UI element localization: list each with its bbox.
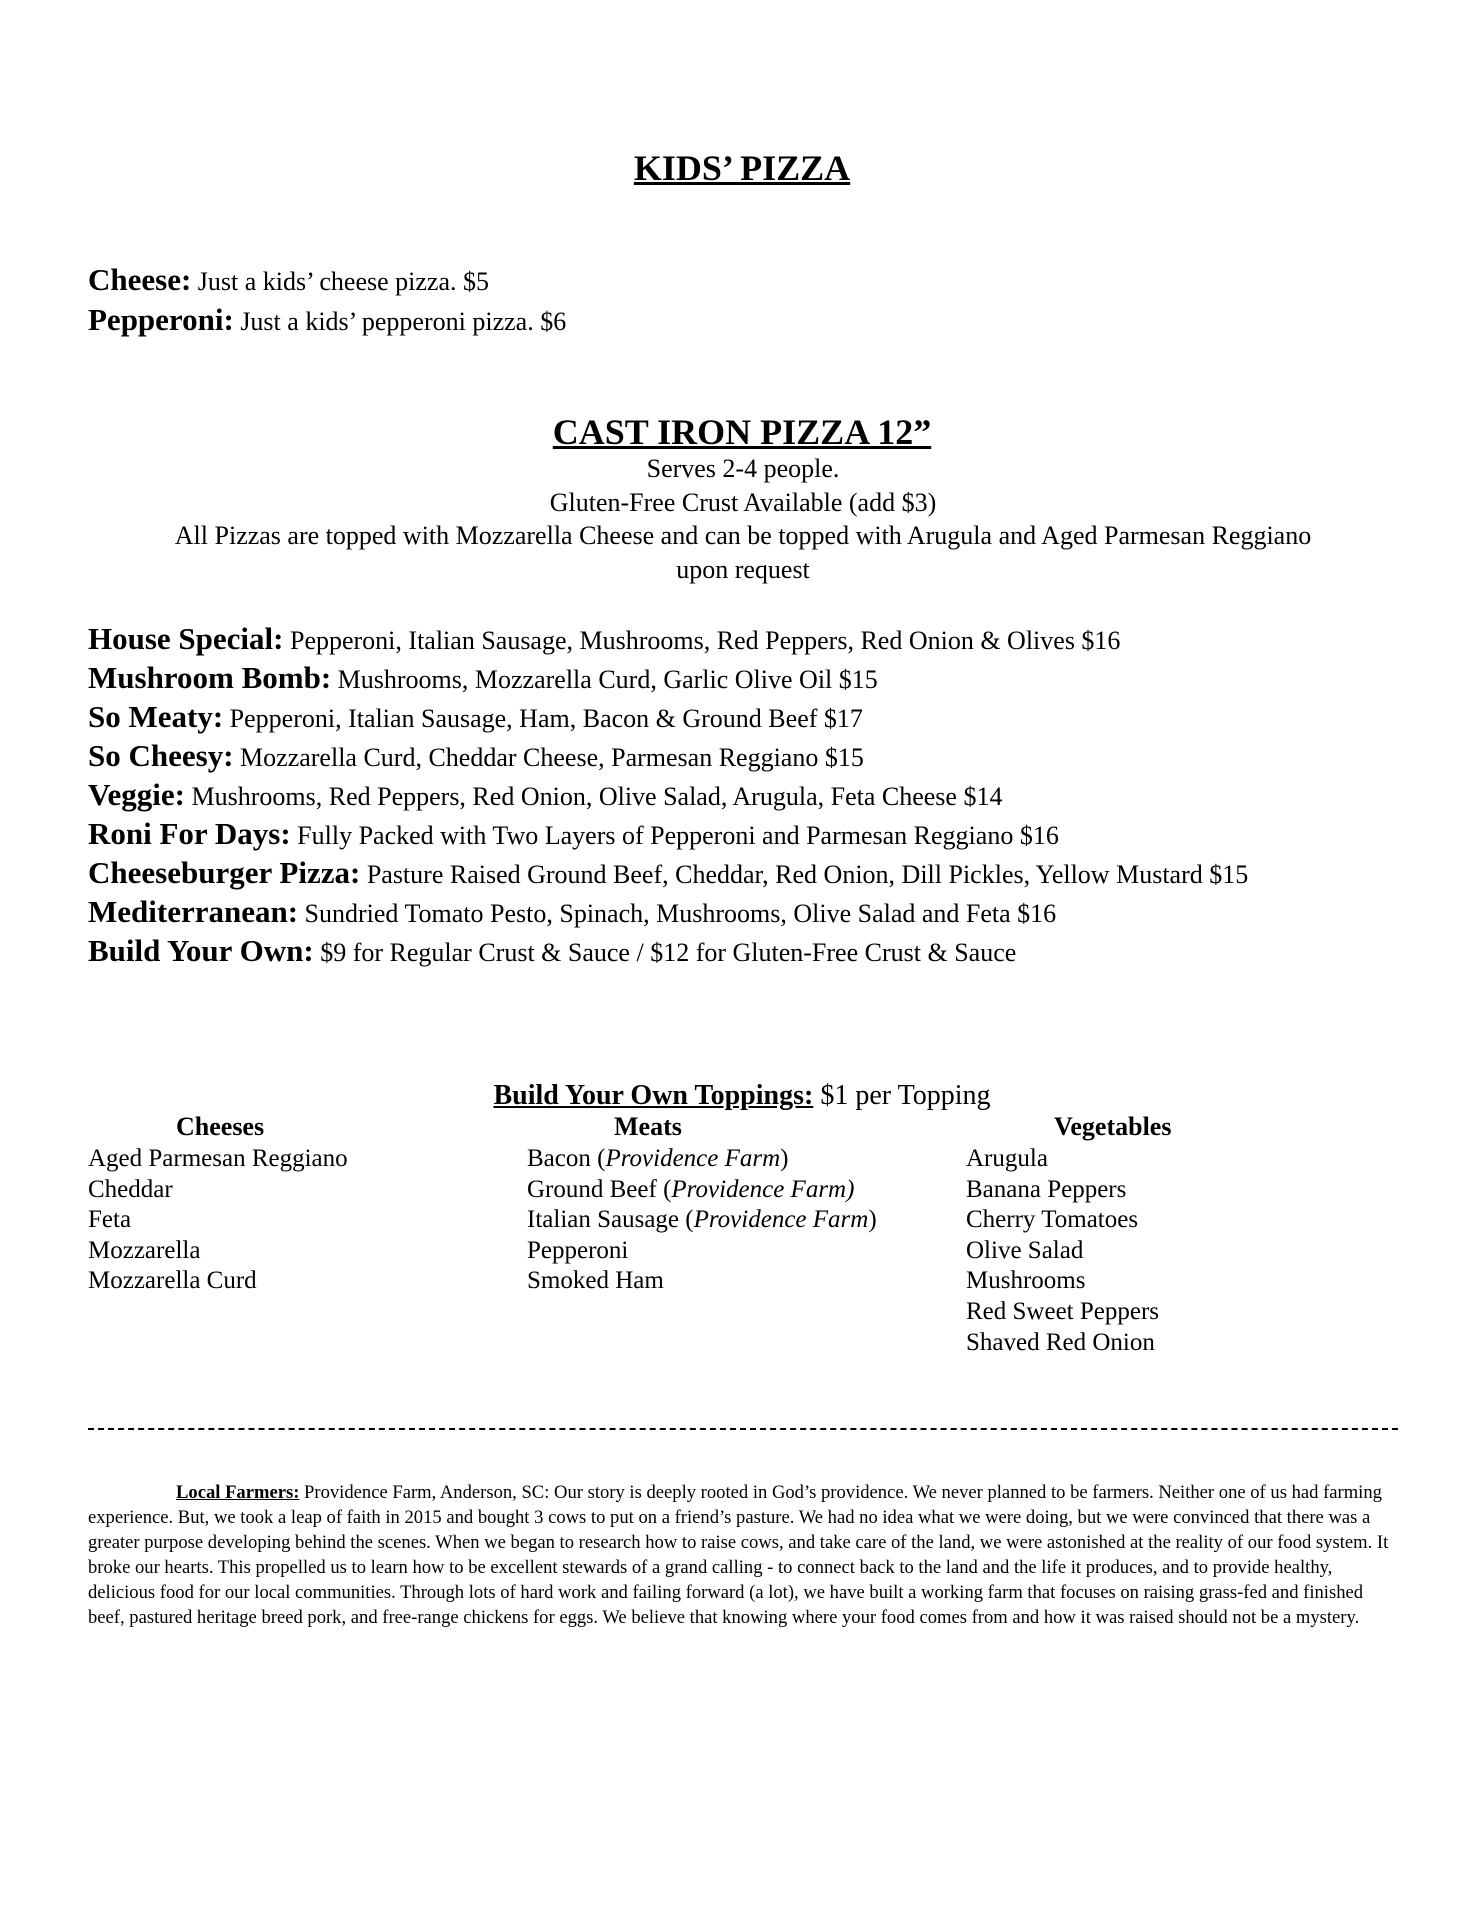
toppings-label: Build Your Own Toppings: — [493, 1080, 814, 1111]
item-name: House Special: — [88, 621, 284, 656]
cheeses-column — [88, 1114, 348, 1297]
list-item: Banana Peppers — [966, 1175, 1127, 1203]
list-item: Smoked Ham — [527, 1267, 664, 1295]
meats-column — [527, 1114, 927, 1297]
item-name: Cheeseburger Pizza: — [88, 855, 361, 890]
list-item — [88, 619, 1428, 658]
item-description: Pasture Raised Ground Beef, Cheddar, Red Onion, Dill Pickles, Yellow Mustard $15 — [360, 860, 1249, 889]
serves-note: Serves 2-4 people. — [646, 454, 840, 483]
cast-iron-pizza-title: CAST IRON PIZZA 12” — [552, 412, 932, 452]
cheeses-heading: Cheeses — [176, 1112, 265, 1141]
meats-list — [527, 1144, 927, 1297]
list-item: Red Sweet Peppers — [966, 1297, 1160, 1325]
list-item: Arugula — [966, 1145, 1048, 1172]
item-name: Pepperoni: — [88, 302, 234, 337]
kids-pizza-title: KIDS’ PIZZA — [633, 148, 851, 188]
topping-note: All Pizzas are topped with Mozzarella Cheese and can be topped with Arugula and Aged Parmesan Reggiano — [174, 521, 1312, 550]
item-description: Mushrooms, Mozzarella Curd, Garlic Olive Oil $15 — [331, 665, 878, 694]
item-description: Just a kids’ cheese pizza. $5 — [191, 267, 489, 296]
list-item: Shaved Red Onion — [966, 1328, 1155, 1356]
item-name: So Cheesy: — [88, 738, 234, 773]
list-item: Aged Parmesan Reggiano — [88, 1145, 348, 1172]
item-name: Mushroom Bomb: — [88, 660, 332, 695]
item-description: Just a kids’ pepperoni pizza. $6 — [233, 307, 567, 336]
item-name: So Meaty: — [88, 699, 224, 734]
item-name: Cheese: — [88, 262, 192, 297]
topping-note-continued: upon request — [676, 555, 810, 584]
local-farmers-text: Providence Farm, Anderson, SC: Our story is deeply rooted in God’s providence. We never planned to be farmers. Neither one of us had farming experience. But, we took a leap of faith in 2015 and bought 3 cows to put on a friend’s pasture. We had no idea what we were doing, but we were convinced that there was a greater purpose developing behind the scenes. When we began to research how to raise cows, and take care of the land, we were astonished at the reality of our food system. It broke our hearts. This propelled us to learn how to be excellent stewards of a grand calling - to connect back to the land and the life it produces, and to provide healthy, delicious food for our local communities. Through lots of hard work and failing forward (a lot), we have built a working farm that focuses on raising grass-fed and finished beef, pastured heritage breed pork, and free-range chickens for eggs. We believe that knowing where your food comes from and how it was raised should not be a mystery. — [88, 1482, 1389, 1629]
list-item — [88, 260, 1428, 300]
item-name: Veggie: — [88, 777, 185, 812]
list-item: Mozzarella — [88, 1236, 201, 1264]
list-item: Feta — [88, 1206, 132, 1234]
list-item: Mushrooms — [966, 1267, 1086, 1295]
list-item: Pepperoni — [527, 1236, 629, 1264]
item-description: $9 for Regular Crust & Sauce / $12 for Gluten-Free Crust & Sauce — [313, 938, 1017, 967]
list-item: Ground Beef (Providence Farm) — [527, 1175, 855, 1203]
cast-iron-pizza-list — [88, 619, 1428, 970]
item-description: Sundried Tomato Pesto, Spinach, Mushrooms, Olive Salad and Feta $16 — [298, 899, 1057, 928]
item-description: Mozzarella Curd, Cheddar Cheese, Parmesan Reggiano $15 — [233, 743, 864, 772]
vegetables-column — [966, 1114, 1226, 1358]
toppings-price: $1 per Topping — [813, 1080, 991, 1111]
list-item — [88, 300, 1428, 340]
list-item — [88, 814, 1428, 853]
list-item — [88, 892, 1428, 931]
cheeses-list — [88, 1144, 348, 1297]
list-item: Mozzarella Curd — [88, 1267, 257, 1295]
gluten-free-note: Gluten-Free Crust Available (add $3) — [549, 488, 937, 517]
item-name: Build Your Own: — [88, 933, 314, 968]
list-item — [88, 736, 1428, 775]
list-item — [88, 697, 1428, 736]
list-item — [88, 853, 1428, 892]
vegetables-heading: Vegetables — [1054, 1112, 1172, 1141]
item-description: Fully Packed with Two Layers of Pepperoni and Parmesan Reggiano $16 — [290, 821, 1059, 850]
item-description: Mushrooms, Red Peppers, Red Onion, Olive Salad, Arugula, Feta Cheese $14 — [185, 782, 1003, 811]
list-item: Italian Sausage (Providence Farm) — [527, 1206, 877, 1234]
item-name: Mediterranean: — [88, 894, 299, 929]
item-name: Roni For Days: — [88, 816, 291, 851]
list-item — [88, 775, 1428, 814]
list-item: Bacon (Providence Farm) — [527, 1145, 789, 1172]
list-item: Cherry Tomatoes — [966, 1206, 1139, 1234]
list-item — [88, 931, 1428, 970]
local-farmers-paragraph — [88, 1480, 1398, 1631]
list-item: Cheddar — [88, 1175, 173, 1203]
toppings-heading — [0, 1082, 1484, 1110]
list-item — [88, 658, 1428, 697]
dashed-divider — [88, 1428, 1398, 1430]
kids-pizza-list — [88, 260, 1428, 340]
item-description: Pepperoni, Italian Sausage, Ham, Bacon & Ground Beef $17 — [223, 704, 863, 733]
meats-heading: Meats — [614, 1112, 682, 1141]
vegetables-list — [966, 1144, 1226, 1358]
local-farmers-label: Local Farmers: — [176, 1482, 300, 1503]
list-item: Olive Salad — [966, 1236, 1084, 1264]
item-description: Pepperoni, Italian Sausage, Mushrooms, Red Peppers, Red Onion & Olives $16 — [283, 626, 1121, 655]
